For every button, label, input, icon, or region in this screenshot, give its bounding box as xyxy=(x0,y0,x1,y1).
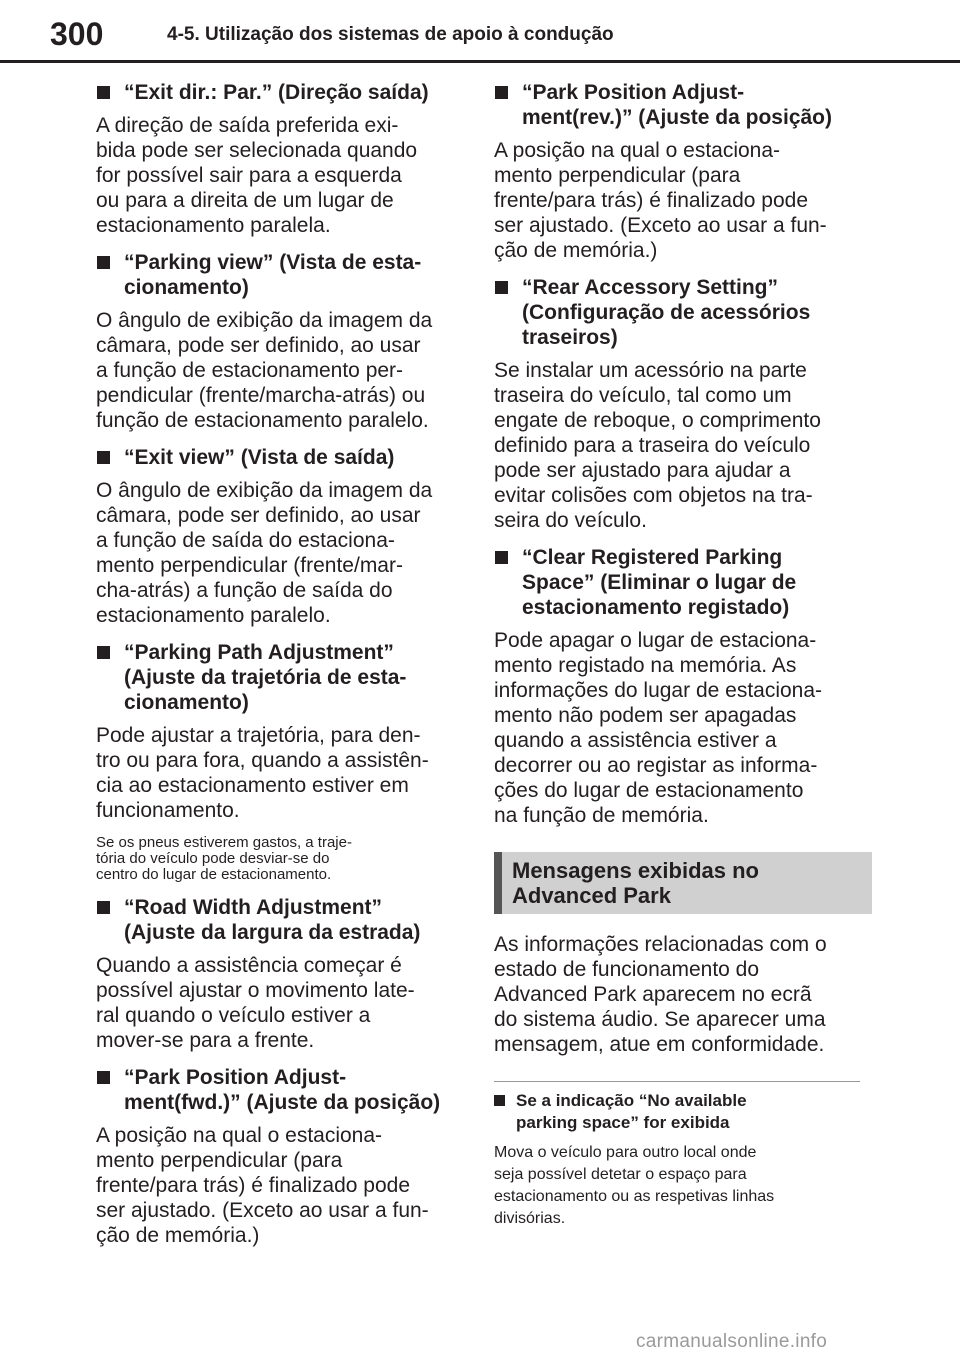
paragraph-road-width: Quando a assistência começar é possível ajustar o movimento late- ral quando o veículo estiver a mover-se para a frente. xyxy=(96,954,415,1052)
paragraph-parking-path: Pode ajustar a trajetória, para den- tro ou para fora, quando a assistên- cia ao estacionamento estiver em funcionamento. xyxy=(96,724,429,822)
heading-road-width xyxy=(96,895,466,945)
subheading-no-space xyxy=(494,1090,864,1134)
heading-text: “Park Position Adjust- ment(rev.)” (Ajuste da posição) xyxy=(522,81,832,129)
page-number: 300 xyxy=(50,16,104,52)
heading-text: “Exit dir.: Par.” (Direção saída) xyxy=(124,81,429,104)
square-bullet-icon xyxy=(97,451,110,464)
paragraph-clear-registered: Pode apagar o lugar de estaciona- mento registado na memória. As informações do lugar de estaciona- mento não podem ser apagadas quando a assistência estiver a decorrer ou ao registar as informa- ções do lugar de estacionamento na função de memória. xyxy=(494,629,823,827)
page-header xyxy=(0,0,960,64)
paragraph-rear-accessory: Se instalar um acessório na parte traseira do veículo, tal como um engate de reboque, o comprimento definido para a traseira do veículo pode ser ajustado para ajudar a evitar colisões com objetos na tra- seira do veículo. xyxy=(494,359,821,532)
square-bullet-icon xyxy=(495,551,508,564)
watermark: carmanualsonline.info xyxy=(636,1331,828,1352)
paragraph-no-space: Mova o veículo para outro local onde seja possível detetar o espaço para estacionamento ou as respetivas linhas divisórias. xyxy=(494,1144,775,1227)
section-title: 4-5. Utilização dos sistemas de apoio à condução xyxy=(167,24,614,45)
heading-exit-dir xyxy=(96,80,466,105)
heading-text: “Parking Path Adjustment” (Ajuste da trajetória de esta- cionamento) xyxy=(124,641,407,714)
section-banner xyxy=(494,852,872,914)
subsection-divider xyxy=(494,1081,860,1082)
heading-text: “Rear Accessory Setting” (Configuração de acessórios traseiros) xyxy=(522,276,811,349)
paragraph-parking-view: O ângulo de exibição da imagem da câmara, pode ser definido, ao usar a função de estacionamento per- pendicular (frente/marcha-atrás) ou função de estacionamento paralelo. xyxy=(96,309,433,432)
header-divider xyxy=(0,60,960,63)
heading-clear-registered xyxy=(494,545,864,620)
heading-text: “Clear Registered Parking Space” (Eliminar o lugar de estacionamento registado) xyxy=(522,546,797,619)
square-bullet-icon xyxy=(97,86,110,99)
square-bullet-icon xyxy=(495,281,508,294)
heading-park-position-rev xyxy=(494,80,864,130)
square-bullet-icon xyxy=(97,901,110,914)
square-bullet-icon xyxy=(495,86,508,99)
section-banner-title: Mensagens exibidas no Advanced Park xyxy=(512,858,759,908)
paragraph-exit-dir: A direção de saída preferida exi- bida pode ser selecionada quando for possível sair para a esquerda ou para a direita de um lugar de estacionamento paralela. xyxy=(96,114,418,237)
note-parking-path: Se os pneus estiverem gastos, a traje- tória do veículo pode desviar-se do centro do lugar de estacionamento. xyxy=(96,834,352,883)
heading-exit-view xyxy=(96,445,466,470)
left-column xyxy=(96,80,466,1248)
heading-text: “Exit view” (Vista de saída) xyxy=(124,446,395,469)
paragraph-messages-intro: As informações relacionadas com o estado de funcionamento do Advanced Park aparecem no ecrã do sistema áudio. Se aparecer uma mensagem, atue em conformidade. xyxy=(494,933,827,1056)
right-column xyxy=(494,80,864,1230)
heading-text: “Park Position Adjust- ment(fwd.)” (Ajuste da posição) xyxy=(124,1066,441,1114)
square-bullet-icon xyxy=(97,646,110,659)
square-bullet-icon xyxy=(494,1095,505,1106)
heading-parking-path xyxy=(96,640,466,715)
heading-park-position-fwd xyxy=(96,1065,466,1115)
heading-text: “Parking view” (Vista de esta- cionamento) xyxy=(124,251,422,299)
square-bullet-icon xyxy=(97,256,110,269)
square-bullet-icon xyxy=(97,1071,110,1084)
paragraph-park-position-rev: A posição na qual o estaciona- mento perpendicular (para frente/para trás) é finalizado pode ser ajustado. (Exceto ao usar a fun- ção de memória.) xyxy=(494,139,827,262)
heading-text: “Road Width Adjustment” (Ajuste da largura da estrada) xyxy=(124,896,421,944)
heading-rear-accessory xyxy=(494,275,864,350)
heading-parking-view xyxy=(96,250,466,300)
paragraph-park-position-fwd: A posição na qual o estaciona- mento perpendicular (para frente/para trás) é finalizado pode ser ajustado. (Exceto ao usar a fun- ção de memória.) xyxy=(96,1124,429,1247)
subheading-text: Se a indicação “No available parking space” for exibida xyxy=(516,1091,747,1132)
paragraph-exit-view: O ângulo de exibição da imagem da câmara, pode ser definido, ao usar a função de saída do estaciona- mento perpendicular (frente/mar- cha-atrás) a função de saída do estacionamento paralelo. xyxy=(96,479,433,627)
